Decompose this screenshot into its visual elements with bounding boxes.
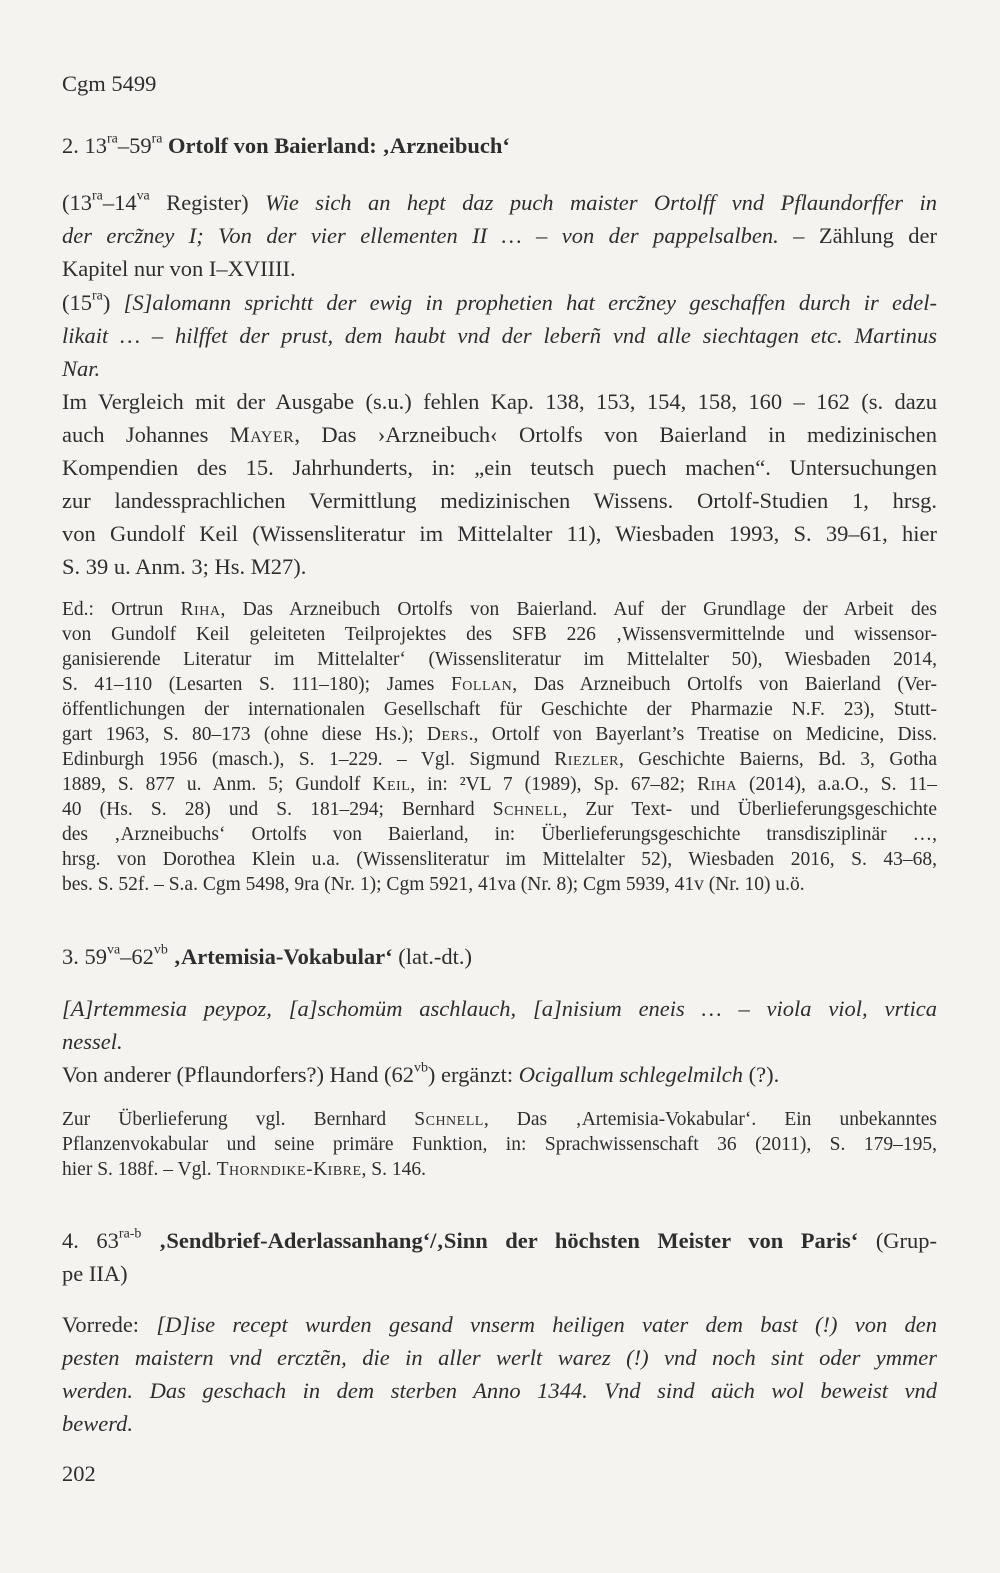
edition-line-12: bes. S. 52f. – S.a. Cgm 5498, 9ra (Nr. 1); Cgm 5921, 41va (Nr. 8); Cgm 5939, 41v (Nr. 10) u.ö. (62, 874, 805, 895)
author-name: Thorndike-Kibre (216, 1159, 362, 1180)
text: , Das ‚Artemisia-Vokabular‘. Ein unbekanntes (483, 1109, 938, 1130)
edition-line-4 (62, 673, 937, 698)
folio-sup: ra (92, 188, 103, 204)
folio-sup: va (107, 942, 121, 958)
folio-sup: va (136, 188, 150, 204)
author-name: Riha (697, 774, 737, 795)
register-line-3: Kapitel nur von I–XVIIII. (62, 256, 296, 281)
text: , Das ›Arzneibuch‹ Ortolfs von Baierland in medizinischen (294, 422, 938, 447)
lit-line-1 (62, 1108, 937, 1133)
comparison-line-1: Im Vergleich mit der Ausgabe (s.u.) fehlen Kap. 138, 153, 154, 158, 160 – 162 (s. dazu (62, 389, 937, 414)
entry-number: 4. (62, 1228, 79, 1253)
entry-number: 3. (62, 944, 79, 969)
edition-line-2: von Gundolf Keil geleiteten Teilprojektes des SFB 226 ‚Wissensvermittelnde und wissensor- (62, 624, 937, 645)
text: , S. 146. (361, 1159, 427, 1180)
comparison-line-6: S. 39 u. Anm. 3; Hs. M27). (62, 554, 307, 579)
incipit-text: likait … (62, 323, 141, 348)
preface-line-1 (62, 1309, 937, 1341)
text: (?). (748, 1062, 780, 1087)
explicit-text: viola viol, vrtica (766, 996, 937, 1021)
edition-line-10: des ‚Arzneibuchs‘ Ortolfs von Baierland, in: Überlieferungsgeschichte transdisziplinär …, (62, 824, 937, 845)
text: , Geschichte Baierns, Bd. 3, Gotha (619, 749, 938, 770)
author-name: Riezler (554, 749, 619, 770)
entry-title: ‚Artemisia-Vokabular‘ (173, 944, 393, 969)
folio-sup: vb (413, 1060, 428, 1076)
preface-line-2: pesten maistern vnd ercztẽn, die in aller werlt warez (!) vnd noch sint oder ymmer (62, 1345, 937, 1370)
text: 40 (Hs. S. 28) und S. 181–294; Bernhard (62, 799, 475, 820)
register-line-2: der ercz̃ney I; Von der vier ellementen II … – von der pappelsalben. – Zählung der (62, 223, 937, 248)
author-name: Schnell (492, 799, 563, 820)
text-line-2: likait … – hilffet der prust, dem haubt vnd der leberñ vnd alle siechtagen etc. Martinus (62, 323, 938, 348)
edition-line-11: hrsg. von Dorothea Klein u.a. (Wissensliteratur im Mittelalter 52), Wiesbaden 2016, S. 43–68, (62, 849, 937, 870)
explicit-text: hilffet der prust, dem haubt vnd der leberñ vnd alle siechtagen etc. Martinus (175, 323, 938, 348)
text: Ed.: Ortrun (62, 599, 164, 620)
text: , Das Arzneibuch Ortolfs von Baierland (Ver- (512, 674, 937, 695)
folio: 59 (129, 133, 152, 158)
edition-line-7 (62, 748, 937, 773)
running-head: Cgm 5499 (62, 71, 157, 96)
addition-line (62, 1059, 937, 1091)
added-text: Ocigallum schlegelmilch (518, 1062, 744, 1087)
lit-line-2: Pflanzenvokabular und seine primäre Funktion, in: Sprachwissenschaft 36 (2011), S. 179–195, (62, 1134, 937, 1155)
page-number: 202 (62, 1461, 96, 1486)
folio: 14 (114, 190, 137, 215)
comparison-line-3: Kompendien des 15. Jahrhunderts, in: „ein teutsch puech machen“. Untersuchungen (62, 455, 937, 480)
edition-line-8 (62, 773, 937, 798)
text: Von anderer (Pflaundorfers?) Hand (62 (62, 1062, 414, 1087)
author-name: Ders (426, 724, 469, 745)
text: gart 1963, S. 80–173 (ohne diese Hs.); (62, 724, 414, 745)
edition-line-9 (62, 798, 937, 823)
folio: 59 (84, 944, 107, 969)
entry-title: Ortolf von Baierland: ‚Arzneibuch‘ (168, 133, 510, 158)
entry-title: ‚Sendbrief-Aderlassanhang‘/‚Sinn der höchsten Meister von Paris‘ (158, 1228, 859, 1253)
text: hier S. 188f. – Vgl. (62, 1159, 212, 1180)
text-line-3: Nar. (62, 356, 101, 381)
text-line-1: $(15^{ra})$ [S]alomann sprichtt der ewig in prophetien hat ercz̃ney geschaffen durch ir edel- (62, 288, 937, 315)
folio: 13 (69, 190, 92, 215)
incipit-text: [A]rtemmesia peypoz, [a]schomüm aschlauch, [a]nisium eneis … (62, 996, 722, 1021)
lit-line-3 (62, 1158, 937, 1183)
author-name: Follan (450, 674, 513, 695)
vocab-line-1: [A]rtemmesia peypoz, [a]schomüm aschlauch, [a]nisium eneis … – viola viol, vrtica (62, 996, 937, 1021)
folio-sup: vb (153, 942, 168, 958)
entry-2-heading: 2. $13^{ra}-59^{ra}$ Ortolf von Baierland: ‚Arzneibuch‘ (62, 131, 510, 158)
folio-sup: ra-b (118, 1226, 142, 1242)
folio-sup: ra (151, 131, 163, 147)
register-label: Register) (166, 190, 249, 215)
author-name: Mayer (229, 422, 295, 447)
comparison-line-4: zur landessprachlichen Vermittlung medizinischen Wissens. Ortolf-Studien 1, hrsg. (62, 488, 937, 513)
preface-text: [D]ise recept wurden gesand vnserm heiligen vater dem bast (!) von den (156, 1312, 938, 1337)
preface-line-4: bewerd. (62, 1411, 134, 1436)
comparison-line-2 (62, 419, 937, 451)
preface-label: Vorrede: (62, 1312, 140, 1337)
text: , in: ²VL 7 (1989), Sp. 67–82; (410, 774, 686, 795)
text: auch Johannes (62, 422, 209, 447)
author-name: Riha (180, 599, 221, 620)
text: , Zur Text- und Überlieferungsgeschichte (562, 799, 937, 820)
explicit-text: von der pappelsalben. (561, 223, 779, 248)
folio: 63 (96, 1228, 119, 1253)
folio: 13 (84, 133, 107, 158)
incipit-text: Wie sich an hept daz puch maister Ortolff vnd Pflaundorffer in (265, 190, 938, 215)
folio-sup: ra (107, 131, 118, 147)
entry-title-note: (lat.-dt.) (398, 944, 472, 969)
author-name: Keil (372, 774, 411, 795)
vocab-line-2: nessel. (62, 1029, 123, 1054)
entry-4-heading-cont: pe IIA) (62, 1261, 128, 1286)
text: ) ergänzt: (427, 1062, 514, 1087)
folio: 62 (131, 944, 154, 969)
register-line-1: ($13^{ra}-14^{va}$ Register) Wie sich an hept daz puch maister Ortolff vnd Pflaundorffer in (62, 188, 938, 215)
folio-sup: ra (92, 288, 103, 304)
incipit-text: der ercz̃ney I; Von der vier ellementen II … (62, 223, 522, 248)
entry-3-heading: 3. $59^{va}-62^{vb}$ ‚Artemisia-Vokabular‘ (lat.-dt.) (62, 942, 472, 969)
edition-line-6 (62, 723, 937, 748)
comparison-line-5: von Gundolf Keil (Wissensliteratur im Mittelalter 11), Wiesbaden 1993, S. 39–61, hier (62, 521, 937, 546)
preface-line-3: werden. Das geschach in dem sterben Anno 1344. Vnd sind aüch wol beweist vnd (62, 1378, 937, 1403)
entry-title-note: (Grup- (875, 1228, 938, 1253)
author-name: Schnell (414, 1109, 484, 1130)
text: 1889, S. 877 u. Anm. 5; Gundolf (62, 774, 361, 795)
entry-4-heading (62, 1225, 937, 1257)
edition-line-3: ganisierende Literatur im Mittelalter‘ (Wissensliteratur im Mittelalter 50), Wiesbaden 2014, (62, 649, 937, 670)
text: Zur Überlieferung vgl. Bernhard (62, 1109, 387, 1130)
text: Edinburgh 1956 (masch.), S. 1–229. – Vgl. Sigmund (62, 749, 540, 770)
incipit-text: [S]alomann sprichtt der ewig in prophetien hat ercz̃ney geschaffen durch ir edel- (123, 290, 937, 315)
edition-line-5: öffentlichungen der internationalen Gesellschaft für Geschichte der Pharmazie N.F. 23), Stutt- (62, 699, 937, 720)
entry-number: 2. (62, 133, 79, 158)
text: , Das Arzneibuch Ortolfs von Baierland. Auf der Grundlage der Arbeit des (220, 599, 938, 620)
edition-line-1 (62, 598, 937, 623)
text: ., Ortolf von Bayerlant’s Treatise on Medicine, Diss. (468, 724, 938, 745)
text: S. 41–110 (Lesarten S. 111–180); James (62, 674, 435, 695)
folio: 15 (69, 290, 92, 315)
note-text: Zählung der (818, 223, 937, 248)
text: (2014), a.a.O., S. 11– (749, 774, 937, 795)
